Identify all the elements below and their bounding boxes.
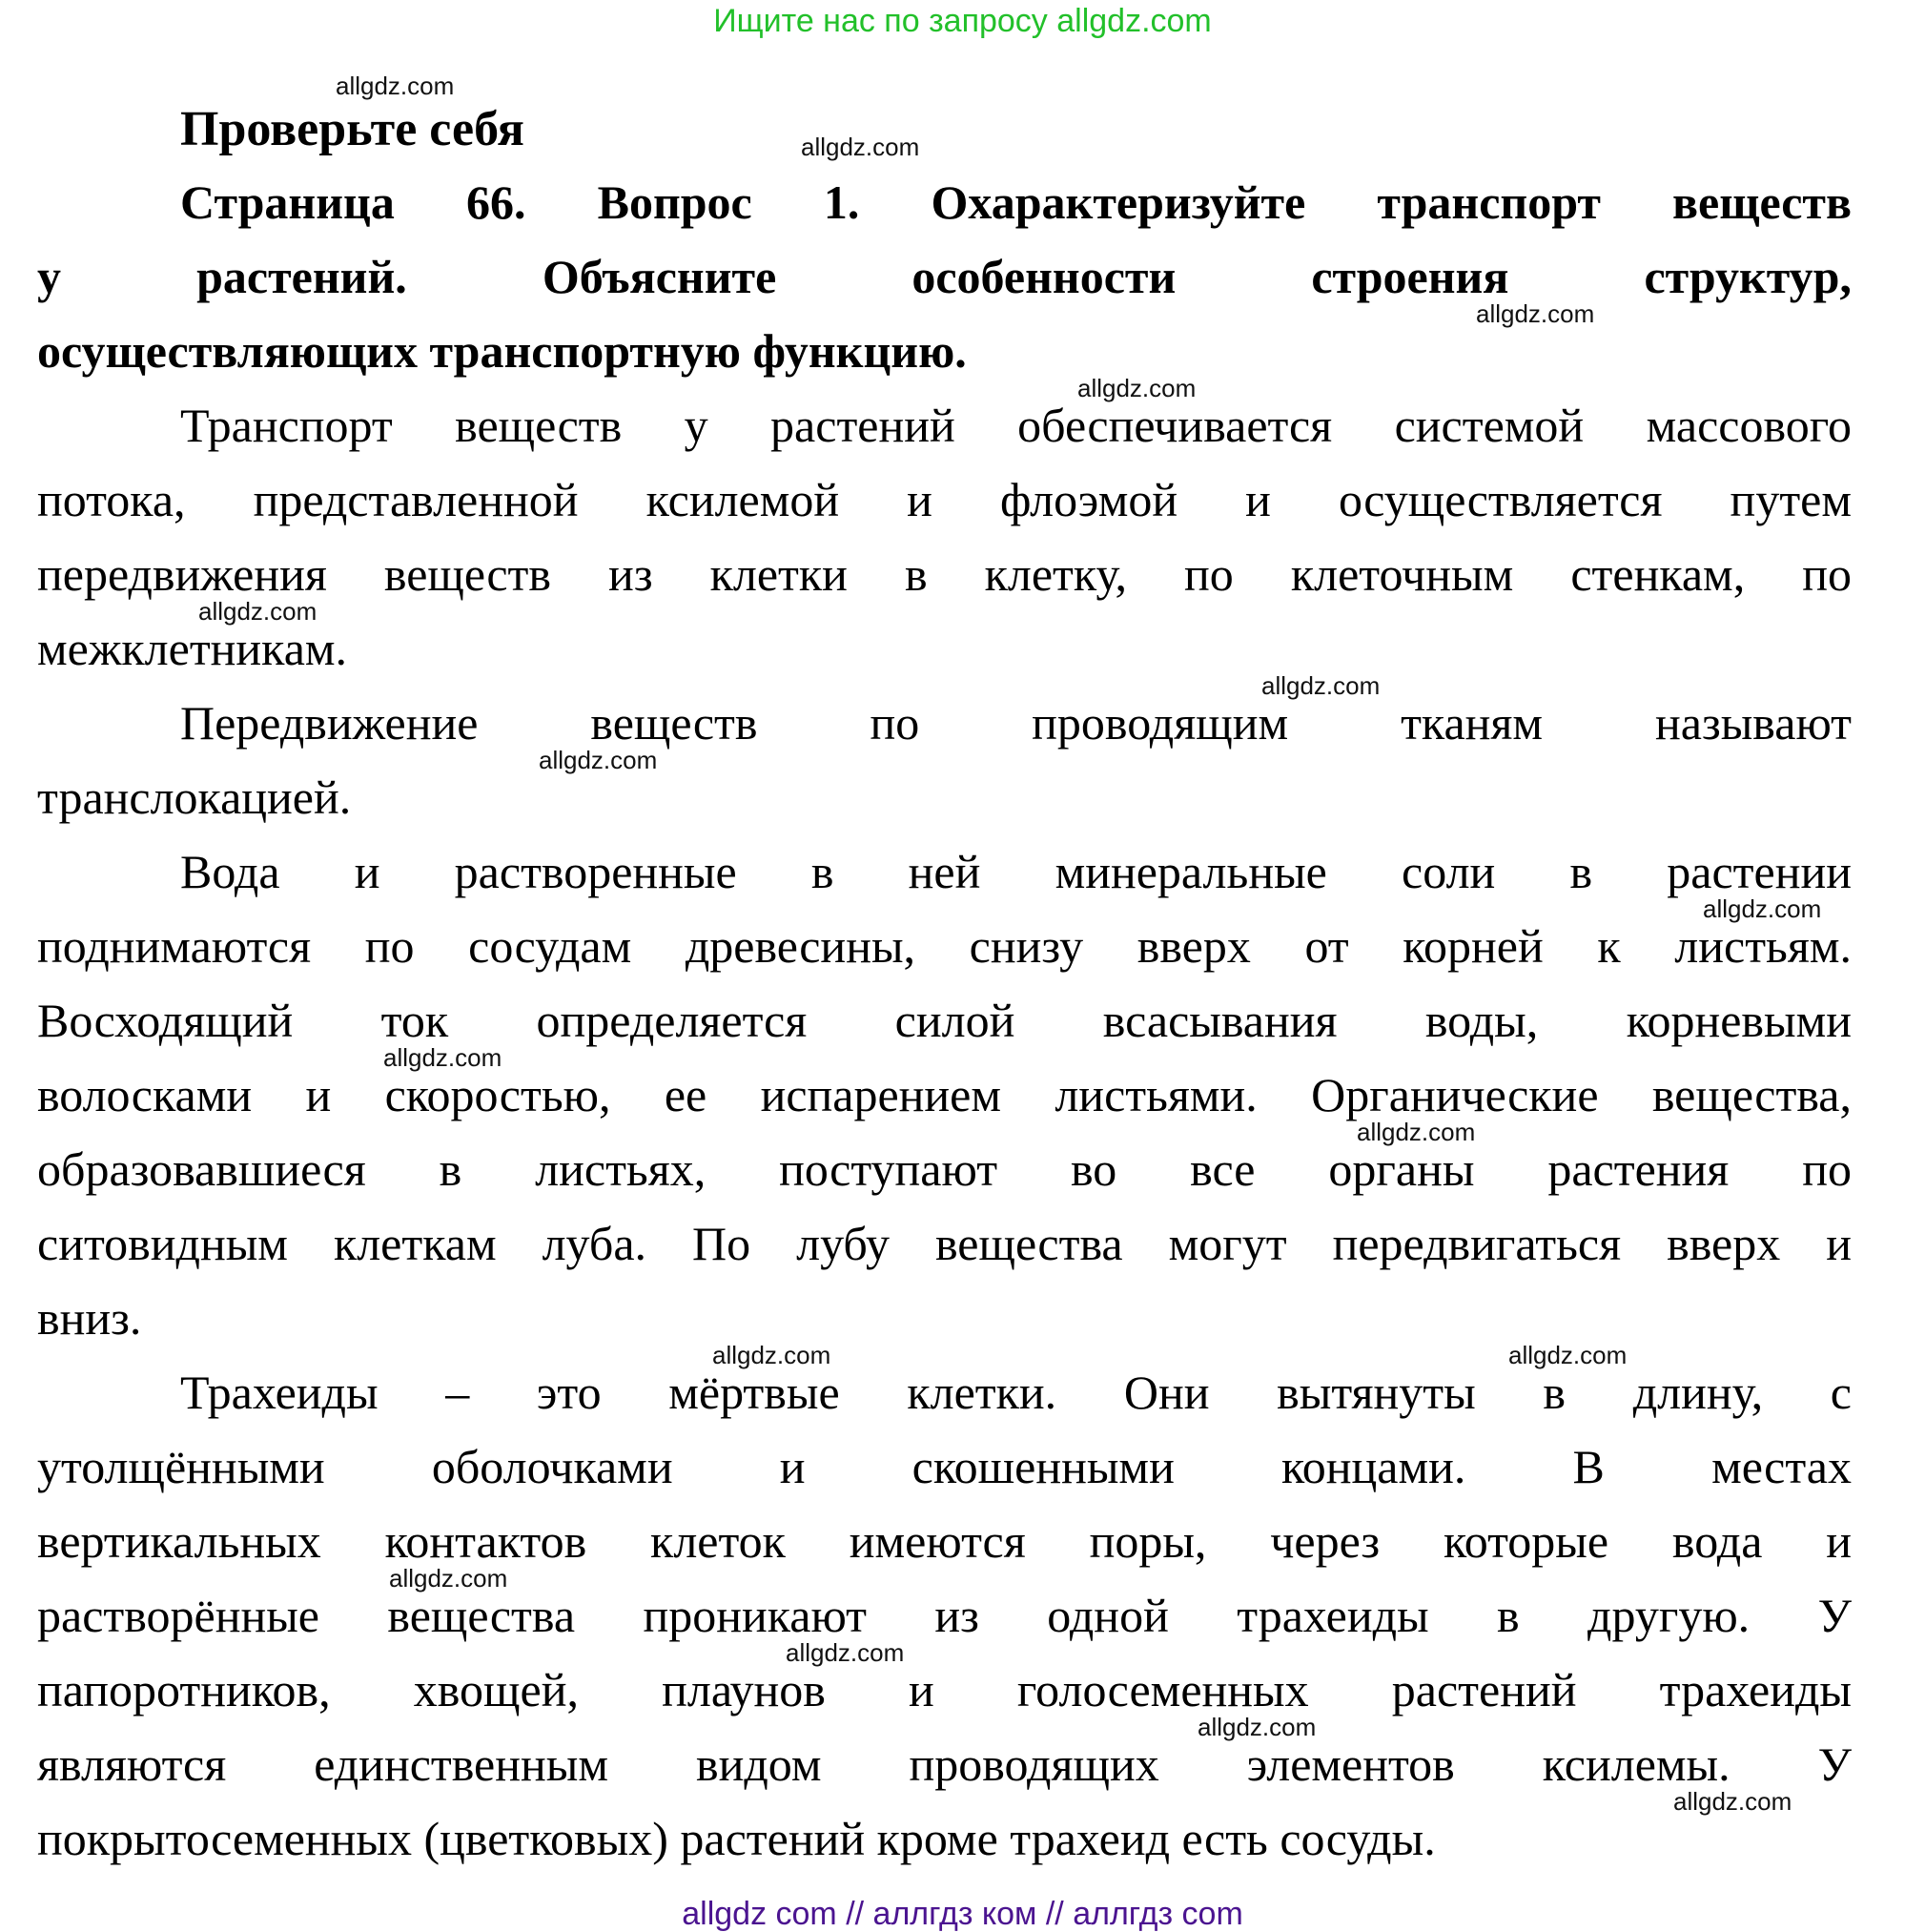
watermark: allgdz.com <box>383 1043 502 1072</box>
paragraph-line: Вода и растворенные в ней минеральные соли в растении <box>180 845 1852 898</box>
watermark: allgdz.com <box>1261 671 1381 700</box>
paragraph-line: вертикальных контактов клеток имеются поры, через которые вода и <box>37 1514 1852 1568</box>
watermark: allgdz.com <box>1198 1713 1317 1741</box>
watermark: allgdz.com <box>389 1564 508 1593</box>
paragraph-line: ситовидным клеткам луба. По лубу вещества могут передвигаться вверх и <box>37 1217 1852 1270</box>
paragraph-line: растворённые вещества проникают из одной трахеиды в другую. У <box>37 1589 1852 1642</box>
paragraph-line: являются единственным видом проводящих элементов ксилемы. У <box>37 1737 1852 1791</box>
watermark: allgdz.com <box>1357 1118 1476 1146</box>
watermark: allgdz.com <box>336 72 455 100</box>
paragraph-line: транслокацией. <box>37 771 352 824</box>
watermark: allgdz.com <box>198 597 317 626</box>
paragraph-line: передвижения веществ из клетки в клетку, по клеточным стенкам, по <box>37 547 1852 601</box>
paragraph-line: Трахеиды – это мёртвые клетки. Они вытянуты в длину, с <box>180 1366 1852 1419</box>
watermark: allgdz.com <box>1077 374 1197 402</box>
watermark: allgdz.com <box>1476 299 1595 328</box>
paragraph-line: образовавшиеся в листьях, поступают во все органы растения по <box>37 1142 1852 1196</box>
top-banner: Ищите нас по запросу allgdz.com <box>713 3 1212 39</box>
bottom-banner: allgdz com // аллгдз ком // аллгдз com <box>682 1896 1243 1932</box>
watermark: allgdz.com <box>1673 1787 1792 1816</box>
paragraph-line: утолщёнными оболочками и скошенными концами. В местах <box>37 1440 1852 1493</box>
paragraph-line: волосками и скоростью, ее испарением листьями. Органические вещества, <box>37 1068 1852 1121</box>
paragraph-line: покрытосеменных (цветковых) растений кроме трахеид есть сосуды. <box>37 1812 1436 1865</box>
question-line: осуществляющих транспортную функцию. <box>37 324 967 378</box>
paragraph-line: потока, представленной ксилемой и флоэмой и осуществляется путем <box>37 473 1852 526</box>
question-line: Страница 66. Вопрос 1. Охарактеризуйте транспорт веществ <box>180 175 1852 229</box>
question-line: у растений. Объясните особенности строения структур, <box>37 250 1852 303</box>
watermark: allgdz.com <box>786 1638 905 1667</box>
watermark: allgdz.com <box>1508 1341 1628 1369</box>
paragraph-line: папоротников, хвощей, плаунов и голосеменных растений трахеиды <box>37 1663 1852 1716</box>
paragraph-line: поднимаются по сосудам древесины, снизу вверх от корней к листьям. <box>37 919 1852 973</box>
watermark: allgdz.com <box>539 746 658 774</box>
watermark: allgdz.com <box>1703 894 1822 923</box>
paragraph-line: Восходящий ток определяется силой всасывания воды, корневыми <box>37 994 1852 1047</box>
section-title: Проверьте себя <box>180 102 524 156</box>
paragraph-line: Транспорт веществ у растений обеспечивается системой массового <box>180 399 1852 452</box>
watermark: allgdz.com <box>712 1341 831 1369</box>
paragraph-line: межклетникам. <box>37 622 348 675</box>
paragraph-line: вниз. <box>37 1291 142 1345</box>
watermark: allgdz.com <box>801 133 920 161</box>
paragraph-line: Передвижение веществ по проводящим тканям называют <box>180 696 1852 750</box>
